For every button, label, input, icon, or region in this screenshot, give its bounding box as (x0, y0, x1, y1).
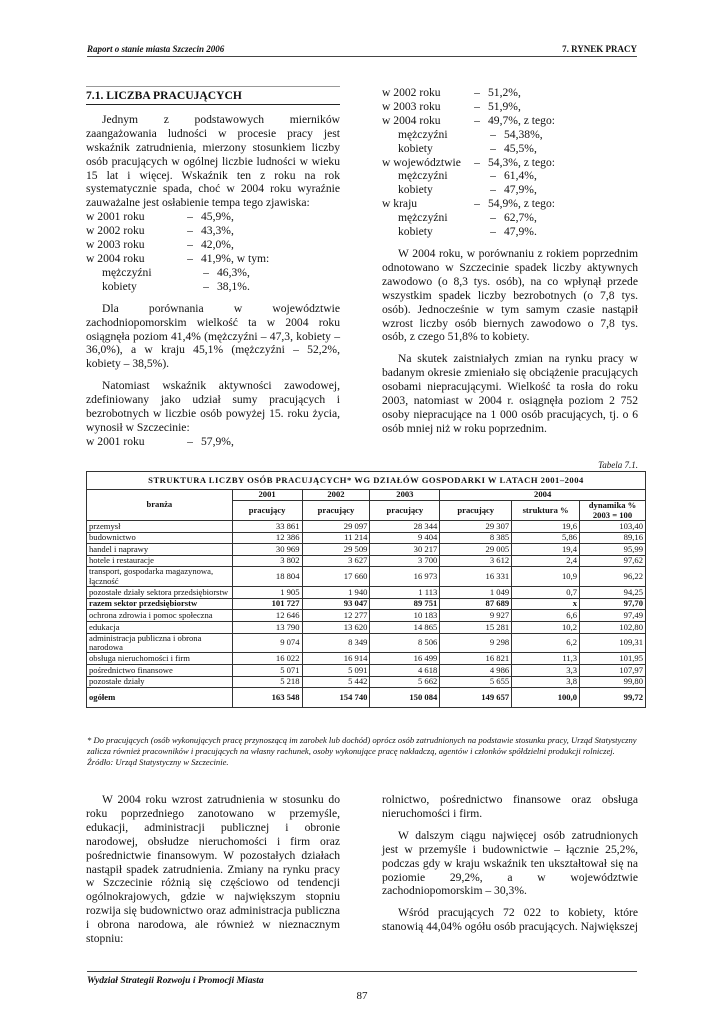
header-year: 2002 (302, 489, 370, 501)
list-item: w 2004 roku – 49,7%, z tego: (382, 113, 555, 127)
list-item: mężczyźni – 62,7%, (398, 211, 537, 225)
header-year: 2003 (370, 489, 440, 501)
cell-value: 13 620 (302, 621, 370, 633)
table-notes (87, 735, 647, 768)
cell-value: 9 074 (232, 633, 302, 653)
cell-value: 103,40 (580, 521, 646, 533)
bottom-left-column (86, 793, 340, 946)
cell-value: 5,86 (512, 532, 580, 544)
cell-value: 3 627 (302, 555, 370, 567)
header-year: 2001 (232, 489, 302, 501)
cell-value: 96,22 (580, 567, 646, 587)
cell-value: 13 790 (232, 621, 302, 633)
row-label: razem sektor przedsiębiorstw (87, 598, 233, 610)
cell-value: 9 298 (440, 633, 512, 653)
cell-value: 0,7 (512, 587, 580, 599)
cell-value: 8 349 (302, 633, 370, 653)
header-rule (87, 56, 637, 57)
paragraph-activity: Natomiast wskaźnik aktywności zawodowej, zdefiniowany jako udział sumy pracujących i bezrobotnych w liczbie osób powyżej 15. roku życia, wynosił w Szczecinie: (86, 379, 340, 434)
table-source: Źródło: Urząd Statystyczny w Szczecinie. (87, 757, 229, 767)
cell-value: 5 442 (302, 676, 370, 688)
paragraph-industry-share: W dalszym ciągu najwięcej osób zatrudnionych jest w przemyśle i budownictwie – łącznie 25,2%, podczas gdy w kraju wskaźnik ten ukształtował się na poziomie 29,2%, a w województwie zachodniopomorskim – 30,3%. (382, 828, 638, 898)
cell-value: 8 385 (440, 532, 512, 544)
cell-value: 28 344 (370, 521, 440, 533)
footer-rule (87, 971, 637, 972)
header-pracujacy: pracujący (232, 501, 302, 521)
cell-value: 33 861 (232, 521, 302, 533)
paragraph-comparison: Dla porównania w województwie zachodniopomorskim wielkość ta w 2004 roku osiągnęła poziom 41,4% (mężczyźni – 47,3, kobiety – 36,0%), a w kraju 45,1% (mężczyźni – 52,2%, kobiety – 38,5%). (86, 301, 340, 371)
cell-value: 5 091 (302, 664, 370, 676)
cell-value: 3 700 (370, 555, 440, 567)
cell-value: 16 914 (302, 653, 370, 665)
cell-value: 16 331 (440, 567, 512, 587)
row-label: administracja publiczna i obrona narodowa (87, 633, 233, 653)
cell-value: 10,9 (512, 567, 580, 587)
cell-value: 3,8 (512, 676, 580, 688)
footer-department: Wydział Strategii Rozwoju i Promocji Miasta (87, 975, 264, 986)
list-item: w 2004 roku – 41,9%, w tym: (86, 251, 270, 265)
cell-value: 18 804 (232, 567, 302, 587)
cell-value: 100,0 (512, 688, 580, 708)
table-body (87, 521, 646, 708)
left-column (86, 86, 340, 449)
cell-value: 150 084 (370, 688, 440, 708)
list-item: w 2003 roku – 51,9%, (382, 99, 521, 113)
row-label: pośrednictwo finansowe (87, 664, 233, 676)
cell-value: 154 740 (302, 688, 370, 708)
cell-value: 6,6 (512, 610, 580, 622)
cell-value: 99,80 (580, 676, 646, 688)
cell-value: 29 097 (302, 521, 370, 533)
list-item: w 2001 roku – 45,9%, (86, 210, 234, 224)
cell-value: 97,62 (580, 555, 646, 567)
right-column (382, 86, 638, 436)
table-row (87, 587, 646, 599)
paragraph-women: Wśród pracujących 72 022 to kobiety, które stanowią 44,04% ogółu osób pracujących. Największej (382, 906, 638, 934)
row-label: handel i naprawy (87, 544, 233, 556)
row-label: pozostałe działy sektora przedsiębiorstw (87, 587, 233, 599)
table-row (87, 633, 646, 653)
cell-value: x (512, 598, 580, 610)
cell-value: 16 821 (440, 653, 512, 665)
table-row (87, 532, 646, 544)
table-footnote: * Do pracujących (osób wykonujących pracę przynoszącą im zarobek lub dochód) oprócz osób zatrudnionych na podstawie stosunku pracy, Urząd Statystyczny zalicza również pracowników i pracujących na własny rachunek, osoby wykonujące pracę nakładczą, agentów i członków spółdzielni produkcji rolniczej. (87, 735, 637, 756)
cell-value: 3 802 (232, 555, 302, 567)
table-row (87, 555, 646, 567)
cell-value: 102,80 (580, 621, 646, 633)
cell-value: 1 113 (370, 587, 440, 599)
cell-value: 94,25 (580, 587, 646, 599)
cell-value: 8 506 (370, 633, 440, 653)
header-dynamika: dynamika % 2003 = 100 (580, 501, 646, 521)
cell-value: 93 047 (302, 598, 370, 610)
row-label: transport, gospodarka magazynowa, łączność (87, 567, 233, 587)
cell-value: 9 404 (370, 532, 440, 544)
table-row (87, 544, 646, 556)
cell-value: 101 727 (232, 598, 302, 610)
cell-value: 30 217 (370, 544, 440, 556)
cell-value: 19,6 (512, 521, 580, 533)
paragraph-continuation: rolnictwo, pośrednictwo finansowe oraz obsługa nieruchomości i firm. (382, 793, 638, 820)
cell-value: 1 049 (440, 587, 512, 599)
cell-value: 11 214 (302, 532, 370, 544)
cell-value: 11,3 (512, 653, 580, 665)
row-label: ogółem (87, 688, 233, 708)
list-item: w 2003 roku – 42,0%, (86, 238, 234, 252)
chapter-title: 7. RYNEK PRACY (562, 44, 637, 54)
cell-value: 16 022 (232, 653, 302, 665)
row-label: obsługa nieruchomości i firm (87, 653, 233, 665)
table-row (87, 521, 646, 533)
row-label: hotele i restauracje (87, 555, 233, 567)
list-item: w województwie – 54,3%, z tego: (382, 155, 555, 169)
cell-value: 95,99 (580, 544, 646, 556)
paragraph-growth: W 2004 roku wzrost zatrudnienia w stosunku do roku poprzedniego zanotowano w przemyśle, edukacji, administracji publicznej i obronie narodowej, obsłudze nieruchomości i firm oraz pośrednictwie finansowym. W pozostałych działach nastąpił spadek zatrudnienia. Zmiany na rynku pracy w Szczecinie różnią się częściowo od tendencji ogólnokrajowych, gdzie w największym stopniu rozwija się budownictwo oraz administracja publiczna i obrona narodowa, ale również w nieznacznym stopniu: (86, 793, 340, 946)
header-struktura: struktura % (512, 501, 580, 521)
cell-value: 89 751 (370, 598, 440, 610)
list-item: w 2001 roku – 57,9%, (86, 434, 234, 448)
row-label: ochrona zdrowia i pomoc społeczna (87, 610, 233, 622)
cell-value: 10 183 (370, 610, 440, 622)
list-item: kobiety – 47,9%, (398, 183, 537, 197)
cell-value: 107,97 (580, 664, 646, 676)
cell-value: 5 655 (440, 676, 512, 688)
table-row (87, 664, 646, 676)
cell-value: 15 281 (440, 621, 512, 633)
section-title: 7.1. LICZBA PRACUJĄCYCH (86, 86, 340, 105)
list-item: mężczyźni – 61,4%, (398, 169, 537, 183)
cell-value: 109,31 (580, 633, 646, 653)
cell-value: 4 618 (370, 664, 440, 676)
cell-value: 12 646 (232, 610, 302, 622)
cell-value: 29 307 (440, 521, 512, 533)
cell-value: 101,95 (580, 653, 646, 665)
table-row (87, 598, 646, 610)
table-row (87, 610, 646, 622)
header-pracujacy: pracujący (370, 501, 440, 521)
page-number: 87 (356, 990, 368, 1002)
list-item: w kraju – 54,9%, z tego: (382, 197, 555, 211)
cell-value: 5 662 (370, 676, 440, 688)
list-item: mężczyźni – 46,3%, (102, 265, 250, 279)
row-label: edukacja (87, 621, 233, 633)
header-pracujacy: pracujący (302, 501, 370, 521)
table-caption: Tabela 7.1. (598, 460, 638, 470)
table-row (87, 653, 646, 665)
paragraph-burden: Na skutek zaistniałych zmian na rynku pracy w badanym okresie zmieniało się obciążenie pracujących osobami niepracującymi. Wielkość ta rosła do roku 2003, natomiast w 2004 r. osiągnęła poziom 2 752 osoby niepracujące na 1 000 osób pracujących, tj. o 6 osób mniej niż w roku poprzednim. (382, 352, 638, 435)
list-item: kobiety – 45,5%, (398, 141, 537, 155)
cell-value: 149 657 (440, 688, 512, 708)
cell-value: 10,2 (512, 621, 580, 633)
row-label: przemysł (87, 521, 233, 533)
cell-value: 29 509 (302, 544, 370, 556)
cell-value: 6,2 (512, 633, 580, 653)
cell-value: 12 386 (232, 532, 302, 544)
table-row (87, 676, 646, 688)
header-pracujacy: pracujący (440, 501, 512, 521)
cell-value: 1 905 (232, 587, 302, 599)
table-title: STRUKTURA LICZBY OSÓB PRACUJĄCYCH* WG DZIAŁÓW GOSPODARKI W LATACH 2001–2004 (87, 472, 646, 490)
cell-value: 5 218 (232, 676, 302, 688)
row-label: pozostałe działy (87, 676, 233, 688)
list-item: mężczyźni – 54,38%, (398, 127, 543, 141)
list-item: w 2002 roku – 43,3%, (86, 224, 234, 238)
cell-value: 12 277 (302, 610, 370, 622)
cell-value: 97,49 (580, 610, 646, 622)
bottom-right-column (382, 793, 638, 934)
cell-value: 3,3 (512, 664, 580, 676)
list-item: kobiety – 38,1%. (102, 279, 250, 293)
cell-value: 89,16 (580, 532, 646, 544)
list-item: kobiety – 47,9%. (398, 225, 537, 239)
cell-value: 97,70 (580, 598, 646, 610)
cell-value: 99,72 (580, 688, 646, 708)
table-row (87, 621, 646, 633)
cell-value: 29 005 (440, 544, 512, 556)
activity-rate-list (382, 86, 638, 239)
cell-value: 30 969 (232, 544, 302, 556)
paragraph-intro: Jednym z podstawowych mierników zaangażowania ludności w procesie pracy jest wskaźnik zatrudnienia, mierzony stosunkiem liczby osób pracujących w ogólnej liczbie ludności w wieku 15 lat i więcej. Wskaźnik ten z roku na rok systematycznie spada, choć w 2004 roku wyraźnie zauważalne jest osłabienie tempa tego zjawiska: (86, 112, 340, 210)
list-item: w 2002 roku – 51,2%, (382, 86, 521, 99)
cell-value: 3 612 (440, 555, 512, 567)
cell-value: 87 689 (440, 598, 512, 610)
cell-value: 16 973 (370, 567, 440, 587)
employment-structure-table (86, 471, 646, 708)
cell-value: 17 660 (302, 567, 370, 587)
cell-value: 4 986 (440, 664, 512, 676)
header-year: 2004 (440, 489, 646, 501)
cell-value: 19,4 (512, 544, 580, 556)
cell-value: 5 071 (232, 664, 302, 676)
cell-value: 163 548 (232, 688, 302, 708)
table-row (87, 567, 646, 587)
cell-value: 14 865 (370, 621, 440, 633)
cell-value: 2,4 (512, 555, 580, 567)
employment-rate-list (86, 210, 340, 293)
paragraph-active-decline: W 2004 roku, w porównaniu z rokiem poprzednim odnotowano w Szczecinie spadek liczby aktywnych zawodowo (o 8,3 tys. osób), na co wpłynął przede wszystkim spadek liczby bezrobotnych (o 7,8 tys. osób). Jednocześnie w tym samym czasie nastąpił wzrost liczby osób biernych zawodowo o 7,8 tys. osób, z czego 51,8% to kobiety. (382, 246, 638, 344)
report-title: Raport o stanie miasta Szczecin 2006 (87, 44, 225, 54)
row-label: budownictwo (87, 532, 233, 544)
cell-value: 1 940 (302, 587, 370, 599)
header-branza: branża (87, 489, 233, 520)
cell-value: 16 499 (370, 653, 440, 665)
table-total-row (87, 688, 646, 708)
cell-value: 9 927 (440, 610, 512, 622)
